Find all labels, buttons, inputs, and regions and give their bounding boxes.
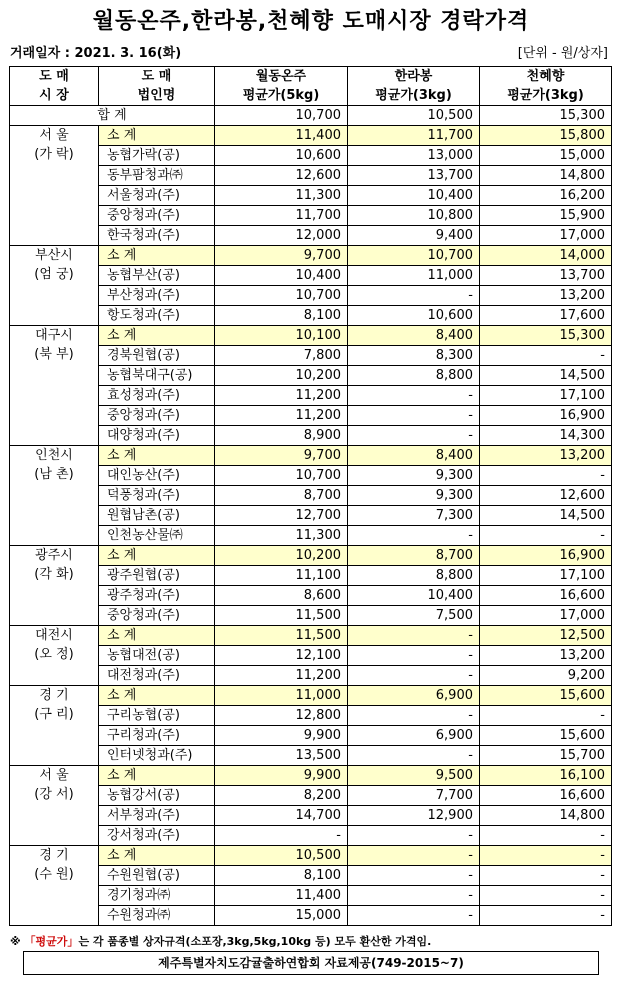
header-col1: 월동온주 평균가(5kg) [215, 67, 348, 106]
header-col3: 천혜향 평균가(3kg) [480, 67, 612, 106]
grand-total-col1: 10,700 [215, 106, 348, 126]
table-row [10, 386, 612, 406]
table-row [10, 426, 612, 446]
price-col3: 15,600 [480, 686, 612, 706]
market-name: 대전시 (오 정) [10, 626, 99, 686]
price-col1: 11,500 [215, 606, 348, 626]
price-col3: - [480, 706, 612, 726]
table-row [10, 166, 612, 186]
price-col2: 9,300 [348, 486, 480, 506]
market-name: 서 울 (가 락) [10, 126, 99, 246]
price-col1: 12,000 [215, 226, 348, 246]
firm-name: 중앙청과(주) [99, 606, 215, 626]
price-col3: 13,200 [480, 286, 612, 306]
price-col3: 16,600 [480, 586, 612, 606]
price-col1: 10,100 [215, 326, 348, 346]
subtotal-label: 소 계 [99, 846, 215, 866]
price-col2: - [348, 626, 480, 646]
subtotal-label: 소 계 [99, 246, 215, 266]
price-col3: 9,200 [480, 666, 612, 686]
price-col2: 7,700 [348, 786, 480, 806]
subtotal-label: 소 계 [99, 766, 215, 786]
price-col3: 15,600 [480, 726, 612, 746]
firm-name: 부산청과(주) [99, 286, 215, 306]
price-col1: 11,100 [215, 566, 348, 586]
firm-name: 한국청과(주) [99, 226, 215, 246]
price-col2: 10,400 [348, 586, 480, 606]
price-col1: 8,700 [215, 486, 348, 506]
price-col2: 8,800 [348, 366, 480, 386]
price-col1: 11,700 [215, 206, 348, 226]
price-col3: 16,200 [480, 186, 612, 206]
note-text: 는 각 품종별 상자규격(소포장,3kg,5kg,10kg 등) 모두 환산한 가격임. [78, 935, 432, 948]
table-row [10, 706, 612, 726]
price-col2: - [348, 666, 480, 686]
firm-name: 서부청과(주) [99, 806, 215, 826]
price-col3: 16,100 [480, 766, 612, 786]
price-col3: 17,100 [480, 386, 612, 406]
price-col3: 15,700 [480, 746, 612, 766]
price-col3: 17,000 [480, 606, 612, 626]
price-col3: - [480, 466, 612, 486]
page-title: 월동온주,한라봉,천혜향 도매시장 경락가격 [92, 9, 530, 34]
firm-name: 농협가락(공) [99, 146, 215, 166]
price-col2: 7,300 [348, 506, 480, 526]
market-name: 인천시 (남 촌) [10, 446, 99, 546]
price-col2: 8,700 [348, 546, 480, 566]
table-row [10, 826, 612, 846]
price-col2: 10,800 [348, 206, 480, 226]
firm-name: 원협남촌(공) [99, 506, 215, 526]
price-col2: 13,000 [348, 146, 480, 166]
price-col1: 10,200 [215, 366, 348, 386]
price-col3: 14,500 [480, 506, 612, 526]
firm-name: 구리청과(주) [99, 726, 215, 746]
grand-total-row [10, 106, 612, 126]
price-col2: 9,400 [348, 226, 480, 246]
price-col1: 8,200 [215, 786, 348, 806]
price-col1: 11,400 [215, 886, 348, 906]
price-col2: - [348, 826, 480, 846]
table-row [10, 506, 612, 526]
price-col1: 12,800 [215, 706, 348, 726]
price-col3: 17,600 [480, 306, 612, 326]
subtotal-label: 소 계 [99, 546, 215, 566]
firm-name: 대전청과(주) [99, 666, 215, 686]
price-col3: 14,800 [480, 166, 612, 186]
price-col2: - [348, 886, 480, 906]
price-col1: 11,500 [215, 626, 348, 646]
grand-total-col3: 15,300 [480, 106, 612, 126]
table-row [10, 286, 612, 306]
firm-name: 광주청과(주) [99, 586, 215, 606]
price-table [9, 66, 612, 926]
table-row [10, 406, 612, 426]
firm-name: 동부팜청과㈜ [99, 166, 215, 186]
table-row [10, 346, 612, 366]
price-col3: 14,500 [480, 366, 612, 386]
price-col1: 9,900 [215, 726, 348, 746]
table-row [10, 186, 612, 206]
price-col3: 13,200 [480, 446, 612, 466]
firm-name: 대인농산(주) [99, 466, 215, 486]
market-name: 대구시 (북 부) [10, 326, 99, 446]
price-col2: 12,900 [348, 806, 480, 826]
firm-name: 수원청과㈜ [99, 906, 215, 926]
grand-total-label: 합 계 [10, 106, 215, 126]
price-col2: 10,400 [348, 186, 480, 206]
price-col3: 15,000 [480, 146, 612, 166]
price-col1: 8,600 [215, 586, 348, 606]
source-footer: 제주특별자치도감귤출하연합회 자료제공(749-2015~7) [23, 951, 599, 975]
price-col2: 8,400 [348, 446, 480, 466]
firm-name: 농협북대구(공) [99, 366, 215, 386]
firm-name: 효성청과(주) [99, 386, 215, 406]
price-col2: 10,600 [348, 306, 480, 326]
price-col1: 7,800 [215, 346, 348, 366]
price-col3: - [480, 346, 612, 366]
price-col2: 8,400 [348, 326, 480, 346]
firm-name: 수원원협(공) [99, 866, 215, 886]
subtotal-row [10, 246, 612, 266]
header-market: 도 매 시 장 [10, 67, 99, 106]
price-col3: 14,000 [480, 246, 612, 266]
subtotal-label: 소 계 [99, 626, 215, 646]
price-col2: - [348, 906, 480, 926]
table-row [10, 526, 612, 546]
table-row [10, 206, 612, 226]
firm-name: 구리농협(공) [99, 706, 215, 726]
table-row [10, 806, 612, 826]
market-name: 경 기 (구 리) [10, 686, 99, 766]
subtotal-row [10, 446, 612, 466]
price-col3: - [480, 526, 612, 546]
subtotal-label: 소 계 [99, 686, 215, 706]
subtotal-row [10, 546, 612, 566]
price-col1: 14,700 [215, 806, 348, 826]
table-row [10, 746, 612, 766]
price-col3: - [480, 906, 612, 926]
price-col3: - [480, 846, 612, 866]
market-name: 경 기 (수 원) [10, 846, 99, 926]
table-row [10, 366, 612, 386]
price-col3: 14,800 [480, 806, 612, 826]
price-col2: - [348, 746, 480, 766]
firm-name: 인터넷청과(주) [99, 746, 215, 766]
firm-name: 농협강서(공) [99, 786, 215, 806]
table-row [10, 566, 612, 586]
price-col3: 17,100 [480, 566, 612, 586]
price-col2: 6,900 [348, 686, 480, 706]
price-col1: 11,300 [215, 526, 348, 546]
price-col1: 9,700 [215, 446, 348, 466]
price-col2: - [348, 526, 480, 546]
table-row [10, 906, 612, 926]
price-col2: - [348, 406, 480, 426]
table-row [10, 726, 612, 746]
price-col1: 10,700 [215, 286, 348, 306]
firm-name: 대양청과(주) [99, 426, 215, 446]
price-col3: 13,700 [480, 266, 612, 286]
price-col3: - [480, 886, 612, 906]
price-col1: 8,100 [215, 306, 348, 326]
firm-name: 강서청과(주) [99, 826, 215, 846]
price-col1: 10,700 [215, 466, 348, 486]
price-col1: 11,300 [215, 186, 348, 206]
price-col3: 16,900 [480, 546, 612, 566]
table-row [10, 786, 612, 806]
subtotal-row [10, 766, 612, 786]
note-term: 「평균가」 [24, 935, 79, 948]
price-col2: 13,700 [348, 166, 480, 186]
price-col1: - [215, 826, 348, 846]
firm-name: 경북원협(공) [99, 346, 215, 366]
price-col2: - [348, 706, 480, 726]
price-col2: 8,300 [348, 346, 480, 366]
price-col2: 9,500 [348, 766, 480, 786]
unit-label: [단위 - 원/상자] [517, 46, 608, 61]
table-row [10, 646, 612, 666]
subtotal-row [10, 326, 612, 346]
market-name: 서 울 (강 서) [10, 766, 99, 846]
firm-name: 덕풍청과(주) [99, 486, 215, 506]
price-col3: 15,800 [480, 126, 612, 146]
table-row [10, 226, 612, 246]
table-row [10, 666, 612, 686]
price-col2: - [348, 846, 480, 866]
firm-name: 경기청과㈜ [99, 886, 215, 906]
price-col2: - [348, 646, 480, 666]
price-col3: - [480, 866, 612, 886]
price-col1: 11,200 [215, 406, 348, 426]
price-col2: 7,500 [348, 606, 480, 626]
price-col1: 8,900 [215, 426, 348, 446]
table-row [10, 306, 612, 326]
price-col2: 9,300 [348, 466, 480, 486]
price-col1: 11,200 [215, 666, 348, 686]
price-col2: 8,800 [348, 566, 480, 586]
price-col2: - [348, 286, 480, 306]
price-col2: 11,700 [348, 126, 480, 146]
market-name: 부산시 (엄 궁) [10, 246, 99, 326]
subtotal-row [10, 626, 612, 646]
table-row [10, 586, 612, 606]
price-col1: 9,900 [215, 766, 348, 786]
price-col1: 11,400 [215, 126, 348, 146]
table-row [10, 486, 612, 506]
price-col1: 8,100 [215, 866, 348, 886]
price-col2: - [348, 426, 480, 446]
firm-name: 서울청과(주) [99, 186, 215, 206]
firm-name: 중앙청과(주) [99, 406, 215, 426]
firm-name: 인천농산물㈜ [99, 526, 215, 546]
price-col3: 15,300 [480, 326, 612, 346]
footnote [10, 933, 431, 949]
table-row [10, 606, 612, 626]
price-col2: 11,000 [348, 266, 480, 286]
subtotal-label: 소 계 [99, 126, 215, 146]
price-col1: 11,200 [215, 386, 348, 406]
firm-name: 농협부산(공) [99, 266, 215, 286]
price-col3: 14,300 [480, 426, 612, 446]
price-col1: 10,500 [215, 846, 348, 866]
table-row [10, 866, 612, 886]
subtotal-row [10, 686, 612, 706]
price-col1: 12,600 [215, 166, 348, 186]
table-row [10, 466, 612, 486]
table-row [10, 146, 612, 166]
price-col3: - [480, 826, 612, 846]
price-col2: 6,900 [348, 726, 480, 746]
price-col3: 16,900 [480, 406, 612, 426]
subtotal-label: 소 계 [99, 326, 215, 346]
table-row [10, 266, 612, 286]
trade-date: 거래일자 : 2021. 3. 16(화) [10, 46, 182, 61]
price-col3: 12,600 [480, 486, 612, 506]
price-col1: 11,000 [215, 686, 348, 706]
price-col1: 10,600 [215, 146, 348, 166]
header-col2: 한라봉 평균가(3kg) [348, 67, 480, 106]
price-col2: - [348, 386, 480, 406]
subtotal-label: 소 계 [99, 446, 215, 466]
firm-name: 중앙청과(주) [99, 206, 215, 226]
grand-total-col2: 10,500 [348, 106, 480, 126]
price-col1: 12,100 [215, 646, 348, 666]
note-mark: ※ [10, 935, 21, 948]
firm-name: 항도청과(주) [99, 306, 215, 326]
subtotal-row [10, 126, 612, 146]
price-col1: 9,700 [215, 246, 348, 266]
price-col3: 12,500 [480, 626, 612, 646]
price-col2: 10,700 [348, 246, 480, 266]
market-name: 광주시 (각 화) [10, 546, 99, 626]
price-col1: 13,500 [215, 746, 348, 766]
price-col3: 13,200 [480, 646, 612, 666]
price-col3: 16,600 [480, 786, 612, 806]
subtotal-row [10, 846, 612, 866]
price-col3: 17,000 [480, 226, 612, 246]
table-row [10, 886, 612, 906]
price-col2: - [348, 866, 480, 886]
header-firm: 도 매 법인명 [99, 67, 215, 106]
price-col3: 15,900 [480, 206, 612, 226]
firm-name: 농협대전(공) [99, 646, 215, 666]
firm-name: 광주원협(공) [99, 566, 215, 586]
price-col1: 12,700 [215, 506, 348, 526]
price-col1: 15,000 [215, 906, 348, 926]
price-col1: 10,200 [215, 546, 348, 566]
price-col1: 10,400 [215, 266, 348, 286]
